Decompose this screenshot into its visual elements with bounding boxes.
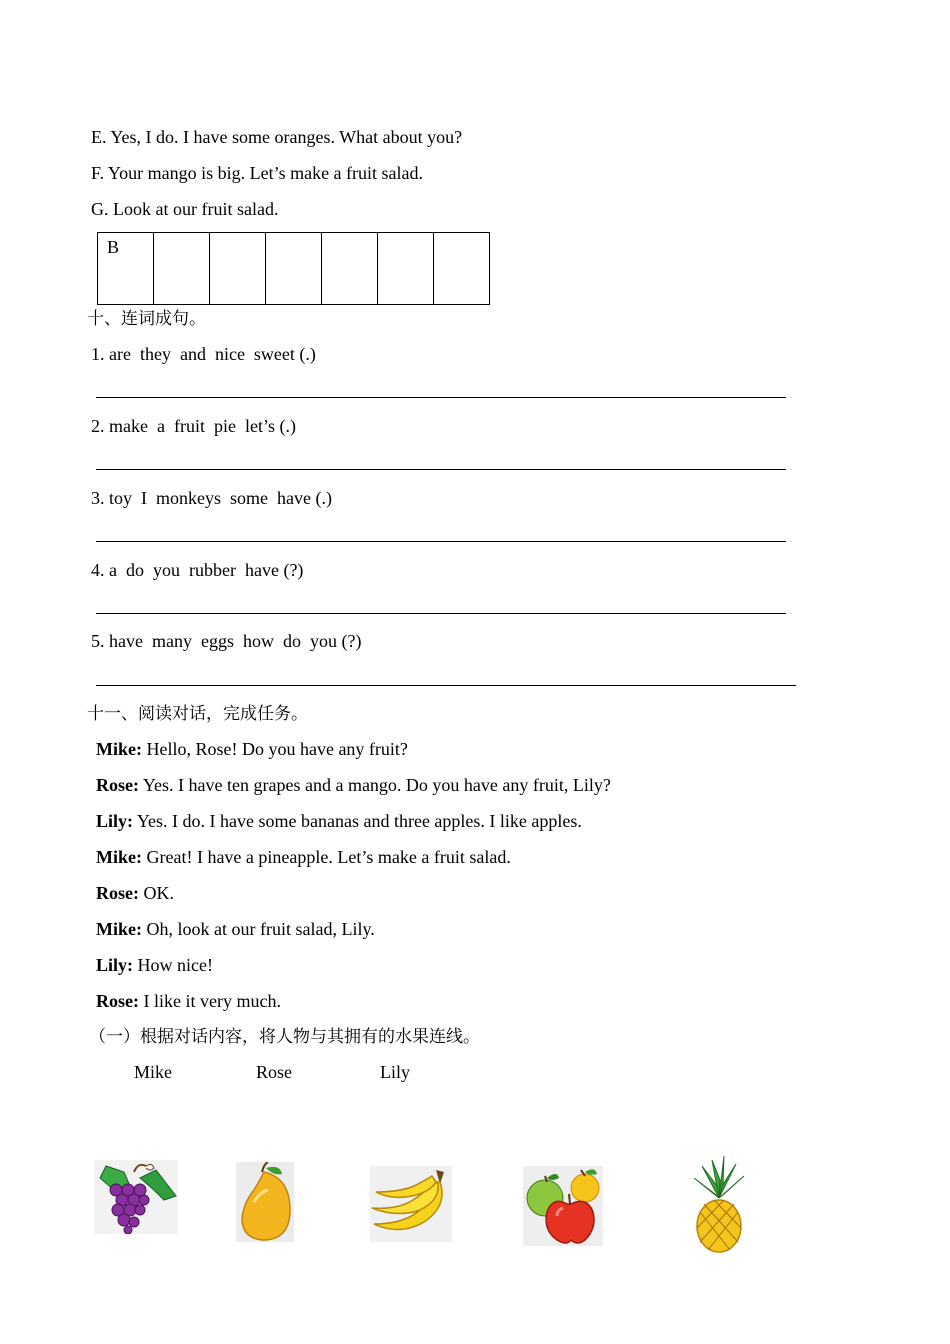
answer-cell[interactable]: B (98, 233, 154, 305)
answer-cell[interactable] (154, 233, 210, 305)
mango-icon[interactable] (236, 1162, 294, 1242)
question-item: 1. are they and nice sweet (.) (91, 344, 316, 364)
question-item: 2. make a fruit pie let’s (.) (91, 416, 296, 436)
pineapple-icon[interactable] (690, 1156, 748, 1254)
dialogue-line: Rose: Yes. I have ten grapes and a mango. Do you have any fruit, Lily? (96, 775, 611, 795)
section-11-title: 十一、阅读对话，完成任务。 (87, 704, 308, 724)
dialogue-line: Lily: How nice! (96, 955, 213, 975)
section-10-title: 十、连词成句。 (87, 309, 206, 329)
dialogue-line: Rose: OK. (96, 883, 174, 903)
answer-line[interactable] (96, 397, 786, 398)
dialogue-line: Mike: Hello, Rose! Do you have any fruit? (96, 739, 408, 759)
dialogue-line: Mike: Great! I have a pineapple. Let’s make a fruit salad. (96, 847, 511, 867)
option-g: G. Look at our fruit salad. (91, 199, 279, 219)
dialogue-line: Rose: I like it very much. (96, 991, 281, 1011)
answer-table (97, 232, 490, 305)
answer-line[interactable] (96, 541, 786, 542)
grapes-icon[interactable] (94, 1160, 178, 1234)
dialogue-line: Mike: Oh, look at our fruit salad, Lily. (96, 919, 375, 939)
task-1-instruction: （一）根据对话内容，将人物与其拥有的水果连线。 (89, 1027, 480, 1047)
name-lily[interactable]: Lily (380, 1062, 410, 1082)
answer-cell[interactable] (322, 233, 378, 305)
apples-icon[interactable] (523, 1166, 603, 1246)
answer-cell[interactable] (434, 233, 490, 305)
name-mike[interactable]: Mike (134, 1062, 172, 1082)
question-item: 3. toy I monkeys some have (.) (91, 488, 332, 508)
name-rose[interactable]: Rose (256, 1062, 292, 1082)
answer-cell[interactable] (378, 233, 434, 305)
option-e: E. Yes, I do. I have some oranges. What about you? (91, 127, 463, 147)
dialogue-line: Lily: Yes. I do. I have some bananas and three apples. I like apples. (96, 811, 582, 831)
answer-line[interactable] (96, 613, 786, 614)
answer-line[interactable] (96, 685, 796, 686)
question-item: 4. a do you rubber have (?) (91, 560, 304, 580)
answer-line[interactable] (96, 469, 786, 470)
question-item: 5. have many eggs how do you (?) (91, 631, 362, 651)
answer-cell[interactable] (210, 233, 266, 305)
option-f: F. Your mango is big. Let’s make a fruit salad. (91, 163, 424, 183)
bananas-icon[interactable] (370, 1166, 452, 1242)
answer-cell[interactable] (266, 233, 322, 305)
